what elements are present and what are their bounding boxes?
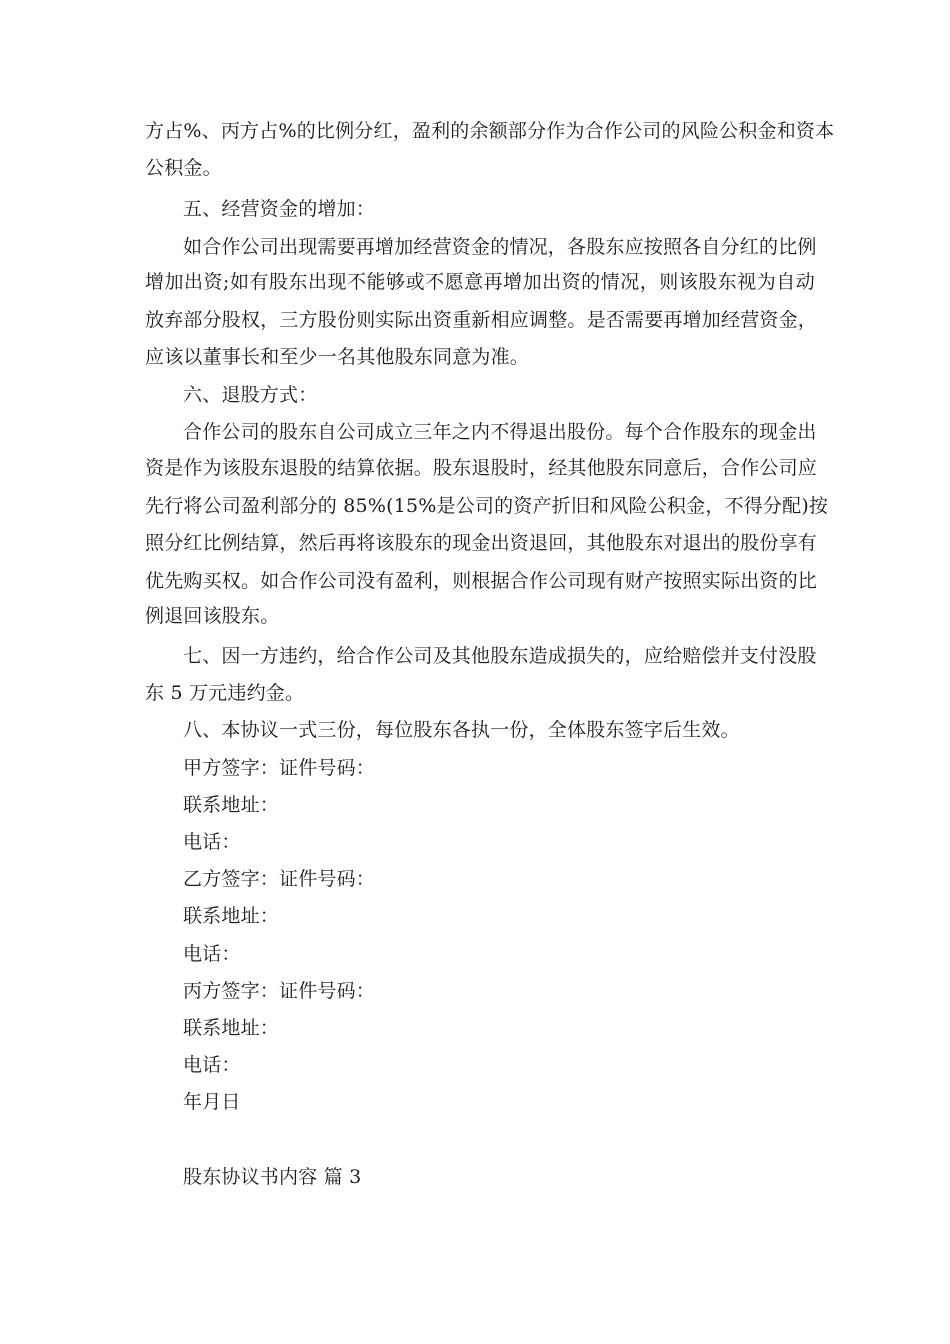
section-heading: 六、退股方式：	[183, 384, 318, 406]
signature-line-party-a: 甲方签字：证件号码：	[183, 757, 376, 779]
address-line: 联系地址：	[183, 905, 280, 927]
text-line: 例退回该股东。	[145, 605, 280, 627]
text-line: 合作公司的股东自公司成立三年之内不得退出股份。每个合作股东的现金出	[183, 421, 817, 443]
text-line: 优先购买权。如合作公司没有盈利，则根据合作公司现有财产按照实际出资的比	[145, 570, 818, 592]
text-line: 应该以董事长和至少一名其他股东同意为准。	[145, 346, 530, 368]
text-line: 东 5 万元违约金。	[145, 682, 305, 704]
text-line: 先行将公司盈利部分的 85%(15%是公司的资产折旧和风险公积金，不得分配)按	[145, 495, 829, 517]
address-line: 联系地址：	[183, 794, 280, 816]
text-line: 照分红比例结算，然后再将该股东的现金出资退回，其他股东对退出的股份享有	[145, 532, 818, 554]
phone-line: 电话：	[183, 1054, 241, 1076]
text-line: 如合作公司出现需要再增加经营资金的情况，各股东应按照各自分红的比例	[183, 236, 817, 258]
text-line: 资是作为该股东退股的结算依据。股东退股时，经其他股东同意后，合作公司应	[145, 457, 818, 479]
signature-line-party-b: 乙方签字：证件号码：	[183, 868, 376, 890]
address-line: 联系地址：	[183, 1017, 280, 1039]
text-line: 方占%、丙方占%的比例分红，盈利的余额部分作为合作公司的风险公积金和资本	[145, 120, 835, 142]
text-line: 公积金。	[145, 157, 222, 179]
text-line: 八、本协议一式三份，每位股东各执一份，全体股东签字后生效。	[183, 719, 740, 741]
signature-line-party-c: 丙方签字：证件号码：	[183, 980, 376, 1002]
section-title: 股东协议书内容 篇 3	[183, 1166, 362, 1188]
phone-line: 电话：	[183, 831, 241, 853]
text-line: 增加出资;如有股东出现不能够或不愿意再增加出资的情况，则该股东视为自动	[145, 271, 815, 293]
date-line: 年月日	[183, 1091, 241, 1113]
text-line: 放弃部分股权，三方股份则实际出资重新相应调整。是否需要再增加经营资金，	[145, 309, 818, 331]
section-heading: 五、经营资金的增加：	[183, 198, 376, 220]
text-line: 七、因一方违约，给合作公司及其他股东造成损失的，应给赔偿并支付没股	[183, 645, 817, 667]
phone-line: 电话：	[183, 943, 241, 965]
